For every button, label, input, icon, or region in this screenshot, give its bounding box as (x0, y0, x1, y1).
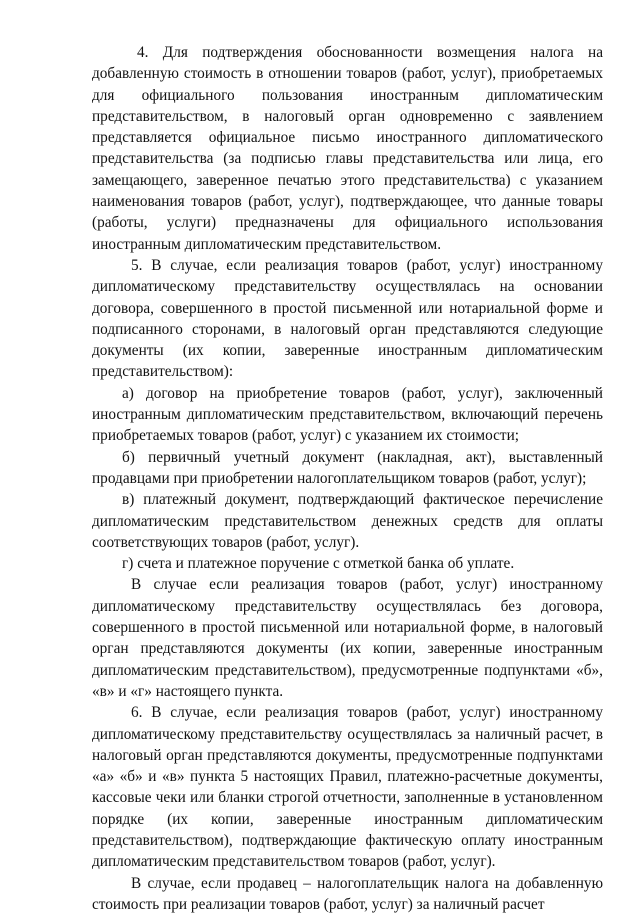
subitem-g: г) счета и платежное поручение с отметкой банка об уплате. (122, 555, 515, 573)
subitem-v: в) платежный документ, подтверждающий фактическое перечисление дипломатическим представительством денежных средств для оплаты соответствующих товаров (работ, услуг). (92, 491, 603, 551)
subitem-b: б) первичный учетный документ (накладная, акт), выставленный продавцами при приобретении налогоплательщиком товаров (работ, услуг); (92, 448, 603, 487)
paragraph-item-5: 5. В случае, если реализация товаров (работ, услуг) иностранному дипломатическому представительству осуществлялась на основании договора, совершенного в простой письменной или нотариальной форме и подписанного сторонами, в налоговый орган представляются следующие документы (их копии, заверенные иностранным дипломатическим представительством): (92, 256, 603, 381)
paragraph-no-contract: В случае если реализация товаров (работ, услуг) иностранному дипломатическому представительству осуществлялась без договора, совершенного в простой письменной или нотариальной форме, в налоговый орган представляются документы (их копии, заверенные иностранным дипломатическим представительством), предусмотренные подпунктами «б», «в» и «г» настоящего пункта. (92, 576, 603, 700)
paragraph-item-4: 4. Для подтверждения обоснованности возмещения налога на добавленную стоимость в отношении товаров (работ, услуг), приобретаемых для официального пользования иностранным дипломатическим представительством, в налоговый орган одновременно с заявлением представляется официальное письмо иностранного дипломатического представительства (за подписью главы представительства или лица, его замещающего, заверенное печатью этого представительства) с указанием наименования товаров (работ, услуг), подтверждающее, что данные товары (работы, услуги) предназначены для официального использования иностранным дипломатическим представительством. (92, 44, 603, 253)
document-body (92, 42, 603, 915)
subitem-a: а) договор на приобретение товаров (работ, услуг), заключенный иностранным дипломатическим представительством, включающий перечень приобретаемых товаров (работ, услуг) с указанием их стоимости; (92, 384, 603, 445)
paragraph-cash-seller: В случае, если продавец – налогоплательщик налога на добавленную стоимость при реализации товаров (работ, услуг) за наличный расчет (92, 874, 603, 913)
paragraph-item-6: 6. В случае, если реализация товаров (работ, услуг) иностранному дипломатическому представительству осуществлялась за наличный расчет, в налоговый орган представляются документы, предусмотренные подпунктами «а» «б» и «в» пункта 5 настоящих Правил, платежно-расчетные документы, кассовые чеки или бланки строгой отчетности, заполненные в установленном порядке (их копии, заверенные иностранным дипломатическим представительством), подтверждающие фактическую оплату иностранным дипломатическим представительством товаров (работ, услуг). (92, 704, 603, 871)
